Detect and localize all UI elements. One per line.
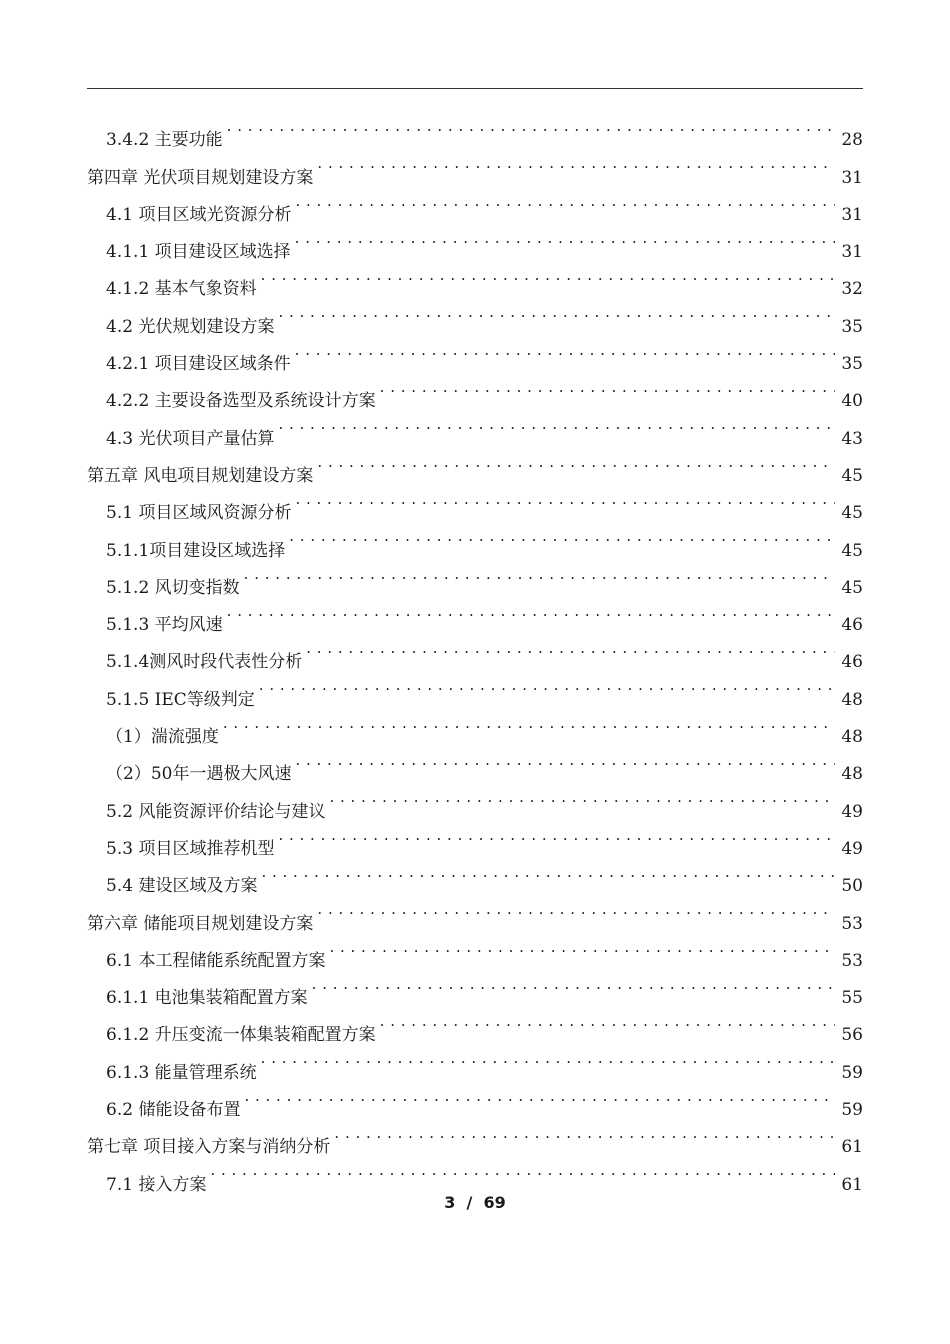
toc-entry-page-number: 40 [841, 391, 863, 412]
toc-entry-page-number: 49 [841, 801, 863, 822]
toc-dot-leader [380, 369, 836, 406]
toc-dot-leader [259, 667, 836, 704]
toc-entry-page-number: 45 [841, 540, 863, 561]
toc-dot-leader [329, 779, 835, 816]
toc-dot-leader [317, 444, 835, 481]
toc-entry-page-number: 48 [841, 689, 863, 710]
toc-entry-page-number: 32 [841, 279, 863, 300]
toc-entry-page-number: 31 [841, 242, 863, 263]
toc-entry-page-number: 61 [841, 1174, 863, 1195]
toc-entry-title: 5.1.2 风切变指数 [106, 577, 240, 598]
toc-entry-page-number: 59 [841, 1062, 863, 1083]
toc-entry-title: （1）湍流强度 [106, 727, 219, 748]
toc-entry-page-number: 45 [841, 465, 863, 486]
toc-dot-leader [278, 294, 835, 331]
toc-dot-leader [227, 593, 836, 630]
toc-dot-leader [334, 1115, 835, 1152]
toc-dot-leader [295, 183, 835, 220]
toc-entry-title: 5.2 风能资源评价结论与建议 [106, 801, 326, 822]
toc-entry-title: 第六章 储能项目规划建设方案 [87, 913, 314, 934]
toc-dot-leader [261, 854, 835, 891]
toc-entry-title: 6.2 储能设备布置 [106, 1100, 241, 1121]
toc-entry-title: 6.1 本工程储能系统配置方案 [106, 950, 326, 971]
page-separator: / [460, 1193, 478, 1212]
toc-entry-title: 7.1 接入方案 [106, 1174, 207, 1195]
toc-dot-leader [244, 1078, 835, 1115]
toc-entry-title: 5.1.5 IEC等级判定 [106, 689, 255, 710]
toc-entry-page-number: 48 [841, 727, 863, 748]
toc-entry-title: （2）50年一遇极大风速 [106, 764, 292, 785]
toc-dot-leader [289, 518, 835, 555]
toc-dot-leader [244, 556, 836, 593]
toc-dot-leader [227, 108, 836, 145]
toc-entry-title: 5.4 建设区域及方案 [106, 876, 258, 897]
toc-entry-title: 5.3 项目区域推荐机型 [106, 838, 275, 859]
toc-entry-page-number: 61 [841, 1137, 863, 1158]
toc-entry-title: 4.1 项目区域光资源分析 [106, 204, 292, 225]
toc-dot-leader [295, 332, 836, 369]
toc-entry-page-number: 28 [841, 130, 863, 151]
toc-entry-title: 6.1.1 电池集装箱配置方案 [106, 988, 308, 1009]
toc-dot-leader [295, 220, 836, 257]
toc-dot-leader [278, 406, 835, 443]
toc-entry-page-number: 53 [841, 913, 863, 934]
toc-entry-title: 4.1.1 项目建设区域选择 [106, 242, 291, 263]
toc-dot-leader [210, 1152, 835, 1189]
toc-dot-leader [295, 481, 835, 518]
toc-entry-title: 4.1.2 基本气象资料 [106, 279, 257, 300]
toc-entry-title: 4.2 光伏规划建设方案 [106, 316, 275, 337]
toc-entry-title: 6.1.3 能量管理系统 [106, 1062, 257, 1083]
toc-dot-leader [295, 742, 835, 779]
total-pages: 69 [483, 1193, 506, 1212]
toc-entry-page-number: 43 [841, 428, 863, 449]
toc-entry-title: 4.3 光伏项目产量估算 [106, 428, 275, 449]
toc-entry-page-number: 35 [841, 354, 863, 375]
current-page-number: 3 [444, 1193, 456, 1212]
toc-entry-title: 第七章 项目接入方案与消纳分析 [87, 1137, 331, 1158]
toc-entry-title: 5.1 项目区域风资源分析 [106, 503, 292, 524]
toc-entry[interactable] [87, 108, 863, 151]
toc-entry-title: 第五章 风电项目规划建设方案 [87, 465, 314, 486]
toc-entry-title: 4.2.1 项目建设区域条件 [106, 354, 291, 375]
toc-entry-title: 5.1.3 平均风速 [106, 615, 223, 636]
toc-dot-leader [223, 705, 836, 742]
toc-entry-page-number: 46 [841, 615, 863, 636]
toc-entry-page-number: 56 [841, 1025, 863, 1046]
toc-entry-title: 5.1.4测风时段代表性分析 [106, 652, 303, 673]
toc-dot-leader [317, 891, 835, 928]
toc-dot-leader [329, 929, 835, 966]
toc-dot-leader [278, 817, 835, 854]
toc-dot-leader [312, 966, 836, 1003]
toc-entry-page-number: 31 [841, 167, 863, 188]
toc-entry-page-number: 59 [841, 1100, 863, 1121]
toc-dot-leader [306, 630, 835, 667]
toc-dot-leader [380, 1003, 836, 1040]
toc-entry-page-number: 53 [841, 950, 863, 971]
toc-entry-title: 5.1.1项目建设区域选择 [106, 540, 286, 561]
toc-entry-title: 4.2.2 主要设备选型及系统设计方案 [106, 391, 376, 412]
toc-entry-page-number: 31 [841, 204, 863, 225]
toc-entry-page-number: 45 [841, 577, 863, 598]
toc-dot-leader [317, 145, 835, 182]
toc-entry-title: 第四章 光伏项目规划建设方案 [87, 167, 314, 188]
toc-dot-leader [261, 1040, 836, 1077]
toc-entry-page-number: 49 [841, 838, 863, 859]
header-rule [87, 88, 863, 89]
toc-entry-page-number: 35 [841, 316, 863, 337]
toc-entry-title: 6.1.2 升压变流一体集装箱配置方案 [106, 1025, 376, 1046]
table-of-contents [87, 108, 863, 1195]
toc-dot-leader [261, 257, 836, 294]
toc-entry-page-number: 55 [841, 988, 863, 1009]
toc-entry-page-number: 50 [841, 876, 863, 897]
toc-entry-page-number: 48 [841, 764, 863, 785]
toc-entry-page-number: 46 [841, 652, 863, 673]
page-footer [0, 1193, 950, 1212]
toc-entry-title: 3.4.2 主要功能 [106, 130, 223, 151]
toc-entry-page-number: 45 [841, 503, 863, 524]
